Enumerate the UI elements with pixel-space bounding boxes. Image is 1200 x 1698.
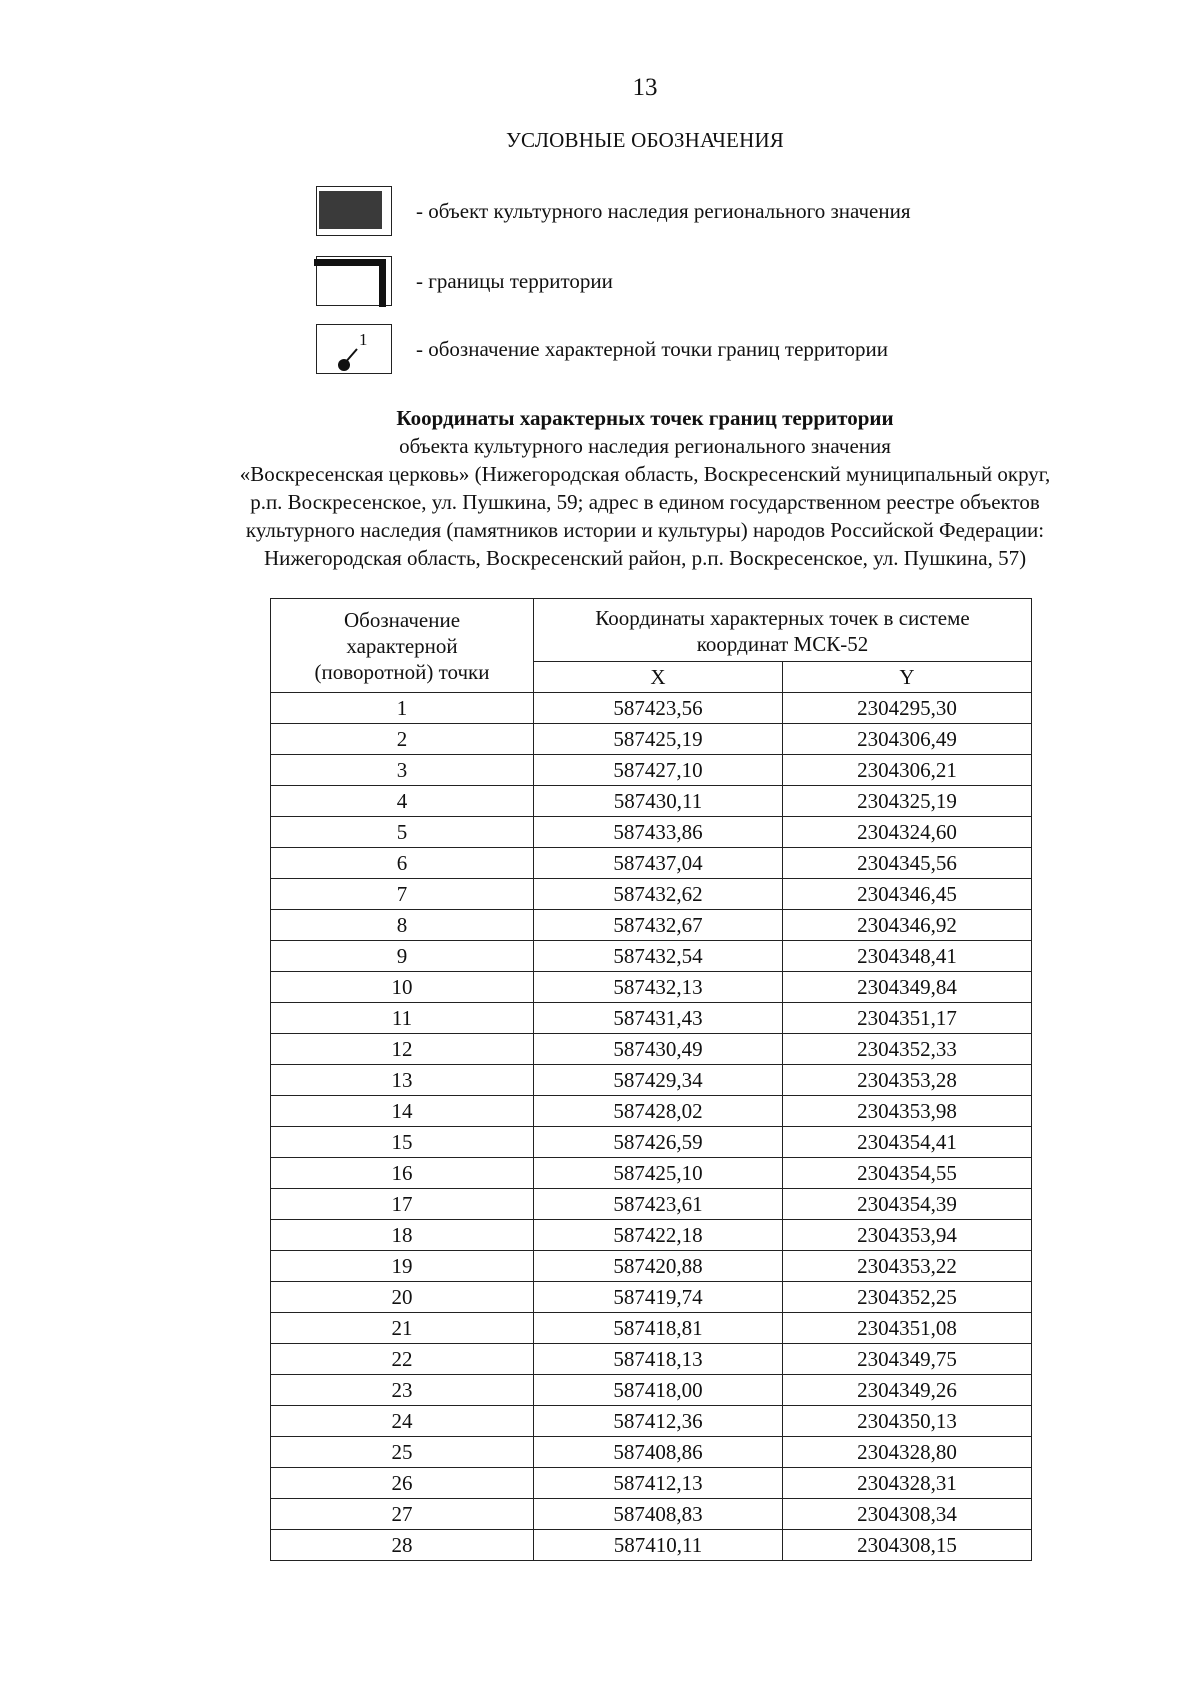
y-coordinate-cell: 2304353,22 [783,1251,1032,1282]
point-number-cell: 15 [271,1127,534,1158]
table-row [271,972,1032,1003]
table-row [271,879,1032,910]
y-coordinate-cell: 2304349,26 [783,1375,1032,1406]
y-coordinate-cell: 2304348,41 [783,941,1032,972]
point-number-cell: 28 [271,1530,534,1561]
point-number-cell: 24 [271,1406,534,1437]
x-coordinate-cell: 587428,02 [534,1096,783,1127]
legend-label-territory-border: - границы территории [416,269,613,293]
legend-item-heritage-object [316,186,1116,240]
header-point-designation: Обозначение характерной (поворотной) точки [271,599,534,693]
boundary-point-icon-number: 1 [359,330,368,349]
legend-item-boundary-point [316,324,1116,378]
point-number-cell: 13 [271,1065,534,1096]
y-coordinate-cell: 2304354,41 [783,1127,1032,1158]
table-row [271,1220,1032,1251]
table-row [271,817,1032,848]
y-coordinate-cell: 2304354,39 [783,1189,1032,1220]
y-coordinate-cell: 2304346,45 [783,879,1032,910]
territory-border-icon [316,256,392,306]
y-coordinate-cell: 2304353,94 [783,1220,1032,1251]
x-coordinate-cell: 587426,59 [534,1127,783,1158]
y-coordinate-cell: 2304353,28 [783,1065,1032,1096]
point-number-cell: 19 [271,1251,534,1282]
x-coordinate-cell: 587427,10 [534,755,783,786]
point-number-cell: 26 [271,1468,534,1499]
table-row [271,1158,1032,1189]
x-coordinate-cell: 587433,86 [534,817,783,848]
coordinates-subtitle-line: объекта культурного наследия регионального значения [399,434,891,458]
heritage-object-icon [316,186,392,236]
x-coordinate-cell: 587408,83 [534,1499,783,1530]
y-coordinate-cell: 2304350,13 [783,1406,1032,1437]
point-number-cell: 9 [271,941,534,972]
y-coordinate-cell: 2304349,75 [783,1344,1032,1375]
table-row [271,755,1032,786]
y-coordinate-cell: 2304349,84 [783,972,1032,1003]
table-row [271,1282,1032,1313]
table-row [271,1344,1032,1375]
y-coordinate-cell: 2304308,34 [783,1499,1032,1530]
table-row [271,1189,1032,1220]
x-coordinate-cell: 587408,86 [534,1437,783,1468]
table-row [271,786,1032,817]
table-row [271,1096,1032,1127]
y-coordinate-cell: 2304351,08 [783,1313,1032,1344]
coordinates-subtitle-line: Нижегородская область, Воскресенский район, р.п. Воскресенское, ул. Пушкина, 57) [263,546,1027,570]
table-row [271,910,1032,941]
header-x: X [534,662,783,693]
header-y: Y [783,662,1032,693]
y-coordinate-cell: 2304351,17 [783,1003,1032,1034]
coordinates-subtitle-line: «Воскресенская церковь» (Нижегородская область, Воскресенский муниципальный округ, [239,462,1051,486]
table-row [271,693,1032,724]
y-coordinate-cell: 2304353,98 [783,1096,1032,1127]
y-coordinate-cell: 2304352,25 [783,1282,1032,1313]
table-row [271,1437,1032,1468]
point-number-cell: 11 [271,1003,534,1034]
table-row [271,848,1032,879]
y-coordinate-cell: 2304306,21 [783,755,1032,786]
x-coordinate-cell: 587418,00 [534,1375,783,1406]
x-coordinate-cell: 587423,61 [534,1189,783,1220]
coordinates-heading [0,404,1200,572]
point-number-cell: 8 [271,910,534,941]
x-coordinate-cell: 587418,81 [534,1313,783,1344]
point-number-cell: 14 [271,1096,534,1127]
x-coordinate-cell: 587432,67 [534,910,783,941]
x-coordinate-cell: 587420,88 [534,1251,783,1282]
y-coordinate-cell: 2304295,30 [783,693,1032,724]
y-coordinate-cell: 2304328,31 [783,1468,1032,1499]
table-row [271,1499,1032,1530]
table-row [271,1251,1032,1282]
x-coordinate-cell: 587410,11 [534,1530,783,1561]
x-coordinate-cell: 587432,54 [534,941,783,972]
x-coordinate-cell: 587425,10 [534,1158,783,1189]
y-coordinate-cell: 2304354,55 [783,1158,1032,1189]
point-number-cell: 3 [271,755,534,786]
coordinates-subtitle-line: культурного наследия (памятников истории и культуры) народов Российской Федерации: [245,518,1045,542]
point-number-cell: 2 [271,724,534,755]
table-row [271,1375,1032,1406]
table-row [271,1313,1032,1344]
y-coordinate-cell: 2304306,49 [783,724,1032,755]
point-number-cell: 22 [271,1344,534,1375]
y-coordinate-cell: 2304328,80 [783,1437,1032,1468]
point-number-cell: 12 [271,1034,534,1065]
point-number-cell: 10 [271,972,534,1003]
table-row [271,1065,1032,1096]
table-row [271,1003,1032,1034]
y-coordinate-cell: 2304324,60 [783,817,1032,848]
point-number-cell: 23 [271,1375,534,1406]
x-coordinate-cell: 587412,13 [534,1468,783,1499]
table-row [271,1468,1032,1499]
x-coordinate-cell: 587430,49 [534,1034,783,1065]
header-coordinates-system: Координаты характерных точек в системе координат МСК-52 [534,599,1032,662]
point-number-cell: 5 [271,817,534,848]
point-number-cell: 21 [271,1313,534,1344]
x-coordinate-cell: 587419,74 [534,1282,783,1313]
x-coordinate-cell: 587425,19 [534,724,783,755]
boundary-point-icon [316,324,392,374]
point-number-cell: 7 [271,879,534,910]
point-number-cell: 17 [271,1189,534,1220]
table-row [271,1127,1032,1158]
point-number-cell: 25 [271,1437,534,1468]
table-row [271,1034,1032,1065]
x-coordinate-cell: 587412,36 [534,1406,783,1437]
x-coordinate-cell: 587431,43 [534,1003,783,1034]
y-coordinate-cell: 2304352,33 [783,1034,1032,1065]
legend-title: УСЛОВНЫЕ ОБОЗНАЧЕНИЯ [505,128,785,152]
page-number: 13 [632,74,658,101]
x-coordinate-cell: 587430,11 [534,786,783,817]
x-coordinate-cell: 587418,13 [534,1344,783,1375]
coordinates-table [270,598,1032,1561]
point-number-cell: 4 [271,786,534,817]
point-number-cell: 27 [271,1499,534,1530]
x-coordinate-cell: 587432,62 [534,879,783,910]
table-row [271,724,1032,755]
legend-item-territory-border [316,256,1116,310]
point-number-cell: 6 [271,848,534,879]
point-number-cell: 20 [271,1282,534,1313]
x-coordinate-cell: 587422,18 [534,1220,783,1251]
legend-label-heritage-object: - объект культурного наследия регионального значения [416,199,911,223]
table-row [271,941,1032,972]
coordinates-title: Координаты характерных точек границ территории [396,406,894,430]
coordinates-table-body [271,693,1032,1561]
table-row [271,1530,1032,1561]
table-row [271,1406,1032,1437]
y-coordinate-cell: 2304345,56 [783,848,1032,879]
y-coordinate-cell: 2304325,19 [783,786,1032,817]
point-number-cell: 18 [271,1220,534,1251]
x-coordinate-cell: 587429,34 [534,1065,783,1096]
point-number-cell: 16 [271,1158,534,1189]
x-coordinate-cell: 587423,56 [534,693,783,724]
y-coordinate-cell: 2304308,15 [783,1530,1032,1561]
point-number-cell: 1 [271,693,534,724]
legend-label-boundary-point: - обозначение характерной точки границ территории [416,337,889,361]
y-coordinate-cell: 2304346,92 [783,910,1032,941]
x-coordinate-cell: 587437,04 [534,848,783,879]
x-coordinate-cell: 587432,13 [534,972,783,1003]
coordinates-subtitle-line: р.п. Воскресенское, ул. Пушкина, 59; адрес в едином государственном реестре объектов [250,490,1040,514]
